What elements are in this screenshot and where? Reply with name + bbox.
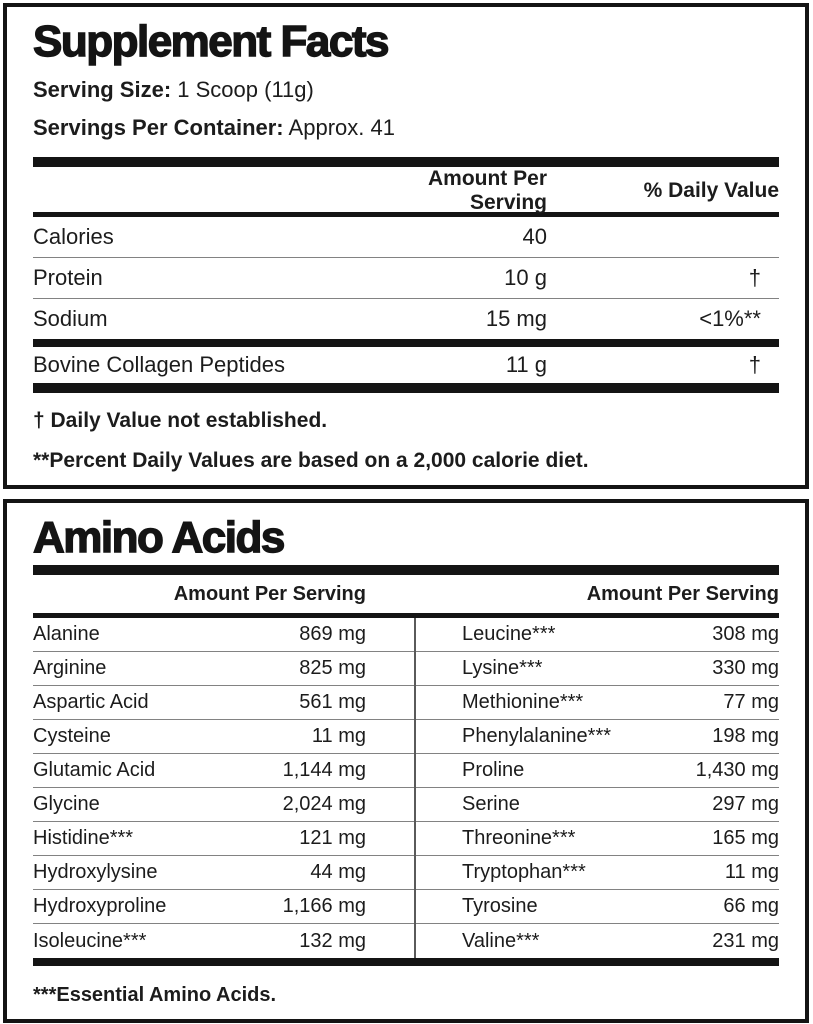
amino-right-cell [414, 725, 779, 748]
amino-amount: 297 mg [712, 793, 779, 816]
amino-right-cell [414, 861, 779, 884]
amino-name: Proline [462, 759, 525, 782]
percent-dv-footnote: **Percent Daily Values are based on a 2,000 calorie diet. [33, 449, 589, 473]
amino-left-cell [33, 895, 414, 918]
nutrient-amount: 11 g [505, 352, 547, 378]
amino-right-cell [414, 759, 779, 782]
amino-row [33, 822, 779, 856]
amino-left-cell [33, 691, 414, 714]
amino-amount: 11 mg [724, 861, 779, 884]
amino-right-cell [414, 895, 779, 918]
amino-amount: 11 mg [311, 725, 366, 748]
thick-rule [33, 383, 779, 393]
nutrient-name: Bovine Collagen Peptides [33, 352, 285, 378]
amino-right-cell [414, 793, 779, 816]
thick-rule [33, 157, 779, 167]
amino-amount: 561 mg [299, 691, 366, 714]
servings-per-container-label: Servings Per Container: [33, 115, 284, 141]
amino-left-cell [33, 759, 414, 782]
facts-rows [33, 217, 779, 393]
amino-name: Hydroxyproline [33, 895, 167, 918]
amino-name: Hydroxylysine [33, 861, 158, 884]
amino-right-cell [414, 827, 779, 850]
nutrient-daily-value: † [748, 352, 761, 378]
facts-column-headers [33, 167, 779, 215]
amino-amount: 308 mg [712, 623, 779, 646]
amino-row [33, 890, 779, 924]
amino-amount: 1,430 mg [695, 759, 779, 782]
nutrient-name: Sodium [33, 306, 108, 332]
amino-name: Cysteine [33, 725, 111, 748]
amino-column-headers [33, 575, 779, 613]
dagger-footnote: † Daily Value not established. [33, 409, 328, 433]
amino-row [33, 924, 779, 958]
amino-row [33, 652, 779, 686]
amino-name: Tryptophan*** [462, 861, 586, 884]
amino-row [33, 788, 779, 822]
amino-amount: 2,024 mg [282, 793, 366, 816]
amino-right-cell [414, 657, 779, 680]
serving-size-line [33, 77, 779, 103]
amino-left-cell [33, 827, 414, 850]
amino-amount: 132 mg [299, 929, 366, 952]
servings-per-container-value: Approx. 41 [288, 115, 395, 141]
nutrient-name: Protein [33, 265, 103, 291]
facts-row [33, 347, 779, 383]
servings-per-container-line [33, 115, 779, 141]
amino-amount: 66 mg [723, 895, 779, 918]
amino-row [33, 754, 779, 788]
facts-row [33, 258, 779, 298]
amount-per-serving-header: Amount Per Serving [427, 167, 547, 215]
amino-right-cell [414, 623, 779, 646]
amino-right-cell [414, 930, 779, 953]
amino-amount: 825 mg [299, 657, 366, 680]
serving-size-value: 1 Scoop (11g) [177, 77, 314, 103]
amino-name: Phenylalanine*** [462, 725, 612, 748]
amino-acids-panel [3, 499, 809, 1023]
serving-size-label: Serving Size: [33, 77, 172, 103]
amino-amount: 77 mg [723, 691, 779, 714]
essential-amino-footnote: ***Essential Amino Acids. [33, 984, 277, 1007]
amino-left-cell [33, 930, 414, 953]
amino-amount: 231 mg [712, 929, 779, 952]
amino-left-cell [33, 725, 414, 748]
nutrient-amount: 40 [522, 224, 547, 250]
amino-amount: 198 mg [712, 725, 779, 748]
amino-name: Methionine*** [462, 691, 584, 714]
amino-name: Threonine*** [462, 827, 576, 850]
amino-right-cell [414, 691, 779, 714]
amino-name: Lysine*** [462, 657, 543, 680]
amino-left-cell [33, 657, 414, 680]
nutrient-amount: 15 mg [485, 306, 547, 332]
amino-amount: 44 mg [310, 861, 366, 884]
amino-name: Alanine [33, 623, 100, 646]
amino-name: Tyrosine [462, 895, 538, 918]
thick-rule [33, 958, 779, 966]
amino-row [33, 618, 779, 652]
amino-row [33, 720, 779, 754]
amino-left-amount-header: Amount Per Serving [173, 582, 366, 605]
amino-left-cell [33, 793, 414, 816]
amino-left-cell [33, 861, 414, 884]
amino-name: Histidine*** [33, 827, 134, 850]
amino-amount: 121 mg [299, 827, 366, 850]
amino-amount: 330 mg [712, 657, 779, 680]
facts-row [33, 299, 779, 339]
thick-rule [33, 565, 779, 575]
amino-amount: 1,144 mg [282, 759, 366, 782]
thick-rule [33, 339, 779, 347]
amino-name: Aspartic Acid [33, 691, 149, 714]
amino-name: Valine*** [462, 929, 540, 952]
nutrient-name: Calories [33, 224, 114, 250]
nutrient-daily-value: † [748, 265, 761, 291]
amino-name: Glycine [33, 793, 100, 816]
amino-acids-title: Amino Acids [33, 513, 284, 563]
amino-name: Arginine [33, 657, 107, 680]
amino-name: Glutamic Acid [33, 759, 156, 782]
amino-rows [33, 618, 779, 958]
amino-name: Serine [462, 793, 520, 816]
amino-row [33, 686, 779, 720]
amino-amount: 869 mg [299, 623, 366, 646]
amino-name: Isoleucine*** [33, 929, 147, 952]
amino-name: Leucine*** [462, 623, 556, 646]
supplement-facts-title: Supplement Facts [33, 17, 388, 66]
daily-value-header: % Daily Value [643, 179, 779, 203]
facts-row [33, 217, 779, 257]
amino-left-cell [33, 623, 414, 646]
supplement-facts-panel [3, 3, 809, 489]
amino-amount: 165 mg [712, 827, 779, 850]
amino-row [33, 856, 779, 890]
amino-amount: 1,166 mg [282, 895, 366, 918]
nutrient-daily-value: <1%** [699, 306, 761, 332]
amino-right-amount-header: Amount Per Serving [586, 582, 779, 605]
nutrient-amount: 10 g [504, 265, 547, 291]
